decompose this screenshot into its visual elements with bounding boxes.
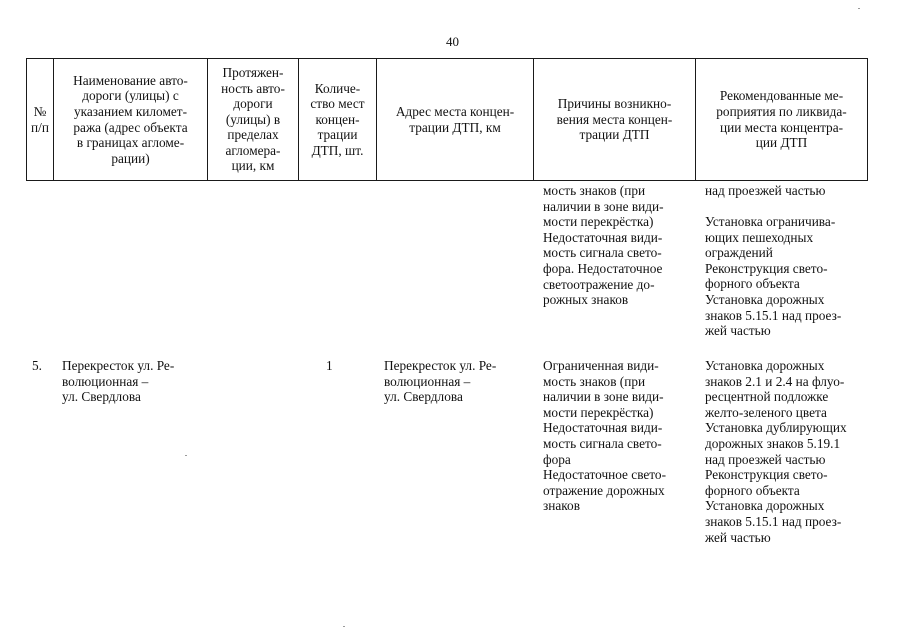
row-5-hotspot-address: Перекресток ул. Ре- волюционная – ул. Свердлова (384, 358, 497, 405)
row-5-number: 5. (32, 358, 42, 373)
header-hotspot-address: Адрес места концен- трации ДТП, км (377, 59, 534, 181)
header-number: № п/п (27, 59, 54, 181)
header-measures: Рекомендованные ме- роприятия по ликвида- ции места концентра- ции ДТП (696, 59, 868, 181)
header-hotspot-count: Количе- ство мест концен- трации ДТП, шт. (299, 59, 377, 181)
scan-speck (858, 8, 860, 9)
header-causes: Причины возникно- вения места концен- трации ДТП (534, 59, 696, 181)
row-5-causes: Ограниченная види- мость знаков (при наличии в зоне види- мости перекрёстка) Недостаточная види- мость сигнала свето- фора Недостаточное свето- отражение дорожных знаков (543, 358, 667, 514)
table-header (26, 58, 868, 181)
header-road-name: Наименование авто- дороги (улицы) с указанием километ- ража (адрес объекта в границах агломе- рации) (54, 59, 208, 181)
row-5-measures: Установка дорожных знаков 2.1 и 2.4 на флуо- ресцентной подложке желто-зеленого цвета Установка дублирующих дорожных знаков 5.19.1 над проезжей частью Реконструкция свето- форного объекта Установка дорожных знаков 5.15.1 над проез- жей частью (705, 358, 847, 545)
scan-speck (185, 455, 187, 456)
header-road-length: Протяжен- ность авто- дороги (улицы) в пределах агломера- ции, км (208, 59, 299, 181)
continued-measures-part-2: Установка ограничива- ющих пешеходных ограждений Реконструкция свето- форного объекта Установка дорожных знаков 5.15.1 над проез- жей частью (705, 214, 842, 339)
continued-measures-part-1: над проезжей частью (705, 183, 826, 198)
row-5-hotspot-count: 1 (326, 358, 333, 373)
header-row (27, 59, 868, 181)
page-number: 40 (446, 34, 459, 49)
row-5-road-name: Перекресток ул. Ре- волюционная – ул. Свердлова (62, 358, 175, 405)
scan-speck (343, 626, 345, 627)
continued-causes: мость знаков (при наличии в зоне види- мости перекрёстка) Недостаточная види- мость сигнала свето- фора. Недостаточное светоотражение до- рожных знаков (543, 183, 664, 308)
